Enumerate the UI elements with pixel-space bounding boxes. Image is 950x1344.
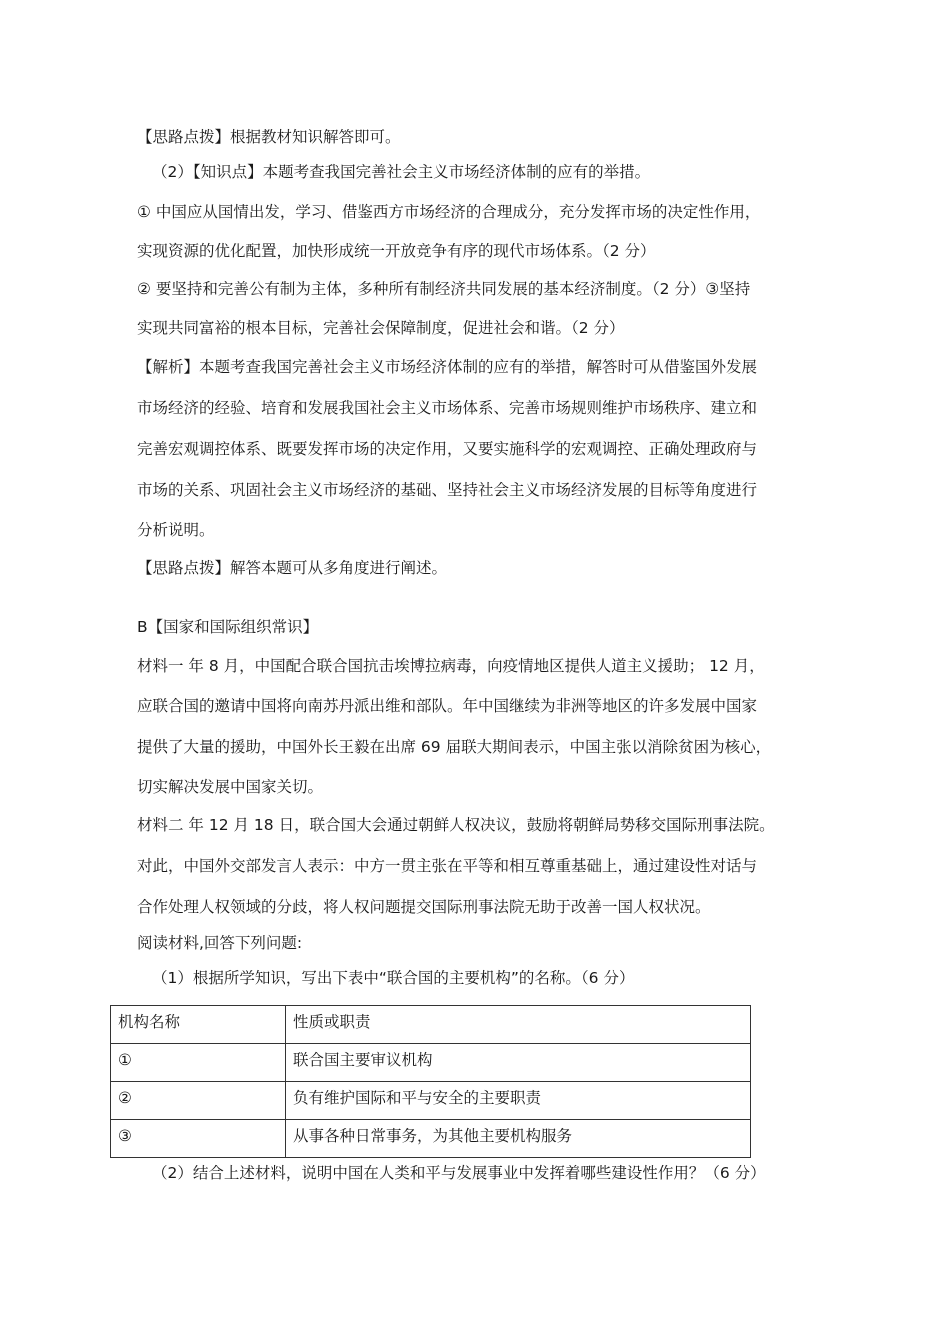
material-1-line-1: 材料一 年 8 月，中国配合联合国抗击埃博拉病毒，向疫情地区提供人道主义援助； 12 月， — [137, 657, 765, 675]
question-1: （1）根据所学知识，写出下表中“联合国的主要机构”的名称。（6 分） — [152, 969, 635, 987]
analysis-line-1: 【解析】本题考查我国完善社会主义市场经济体制的应有的举措，解答时可从借鉴国外发展 — [137, 358, 758, 376]
material-1-line-4: 切实解决发展中国家关切。 — [137, 778, 324, 796]
reading-instruction: 阅读材料,回答下列问题: — [137, 934, 303, 952]
material-2-line-2: 对此，中国外交部发言人表示：中方一贯主张在平等和相互尊重基础上，通过建设性对话与 — [137, 857, 758, 875]
table-cell: ② — [111, 1082, 286, 1120]
table-header-row — [111, 1006, 751, 1044]
material-1-line-2: 应联合国的邀请中国将向南苏丹派出维和部队。年中国继续为非洲等地区的许多发展中国家 — [137, 697, 758, 715]
material-2-line-1: 材料二 年 12 月 18 日，联合国大会通过朝鲜人权决议，鼓励将朝鲜局势移交国际刑事法院。 — [137, 816, 775, 834]
table-cell: ① — [111, 1044, 286, 1082]
answer-point-1-line-2: 实现资源的优化配置，加快形成统一开放竞争有序的现代市场体系。（2 分） — [137, 242, 656, 260]
analysis-line-2: 市场经济的经验、培育和发展我国社会主义市场体系、完善市场规则维护市场秩序、建立和 — [137, 399, 758, 417]
analysis-line-4: 市场的关系、巩固社会主义市场经济的基础、坚持社会主义市场经济发展的目标等角度进行 — [137, 481, 758, 499]
un-organs-table — [110, 1005, 751, 1158]
answer-point-2-line-2: 实现共同富裕的根本目标，完善社会保障制度，促进社会和谐。（2 分） — [137, 319, 625, 337]
table-header-cell: 性质或职责 — [286, 1006, 751, 1044]
question-2: （2）结合上述材料，说明中国在人类和平与发展事业中发挥着哪些建设性作用？（6 分） — [152, 1164, 766, 1182]
table-cell: 从事各种日常事务，为其他主要机构服务 — [286, 1120, 751, 1158]
tip-paragraph-2: 【思路点拨】解答本题可从多角度进行阐述。 — [137, 559, 448, 577]
analysis-line-5: 分析说明。 — [137, 521, 215, 539]
section-b-heading: B【国家和国际组织常识】 — [137, 618, 319, 636]
table-row — [111, 1044, 751, 1082]
answer-point-2-line-1: ② 要坚持和完善公有制为主体，多种所有制经济共同发展的基本经济制度。（2 分）③坚持 — [137, 280, 751, 298]
answer-point-1-line-1: ① 中国应从国情出发，学习、借鉴西方市场经济的合理成分，充分发挥市场的决定性作用， — [137, 203, 761, 221]
material-1-line-3: 提供了大量的援助，中国外长王毅在出席 69 届联大期间表示，中国主张以消除贫困为核心， — [137, 738, 772, 756]
table-cell: 负有维护国际和平与安全的主要职责 — [286, 1082, 751, 1120]
table-cell: ③ — [111, 1120, 286, 1158]
analysis-line-3: 完善宏观调控体系、既要发挥市场的决定作用，又要实施科学的宏观调控、正确处理政府与 — [137, 440, 758, 458]
table-cell: 联合国主要审议机构 — [286, 1044, 751, 1082]
material-2-line-3: 合作处理人权领域的分歧，将人权问题提交国际刑事法院无助于改善一国人权状况。 — [137, 898, 711, 916]
table-row — [111, 1082, 751, 1120]
tip-paragraph: 【思路点拨】根据教材知识解答即可。 — [137, 128, 401, 146]
table-row — [111, 1120, 751, 1158]
table-header-cell: 机构名称 — [111, 1006, 286, 1044]
knowledge-point-heading: （2）【知识点】本题考查我国完善社会主义市场经济体制的应有的举措。 — [152, 163, 651, 181]
